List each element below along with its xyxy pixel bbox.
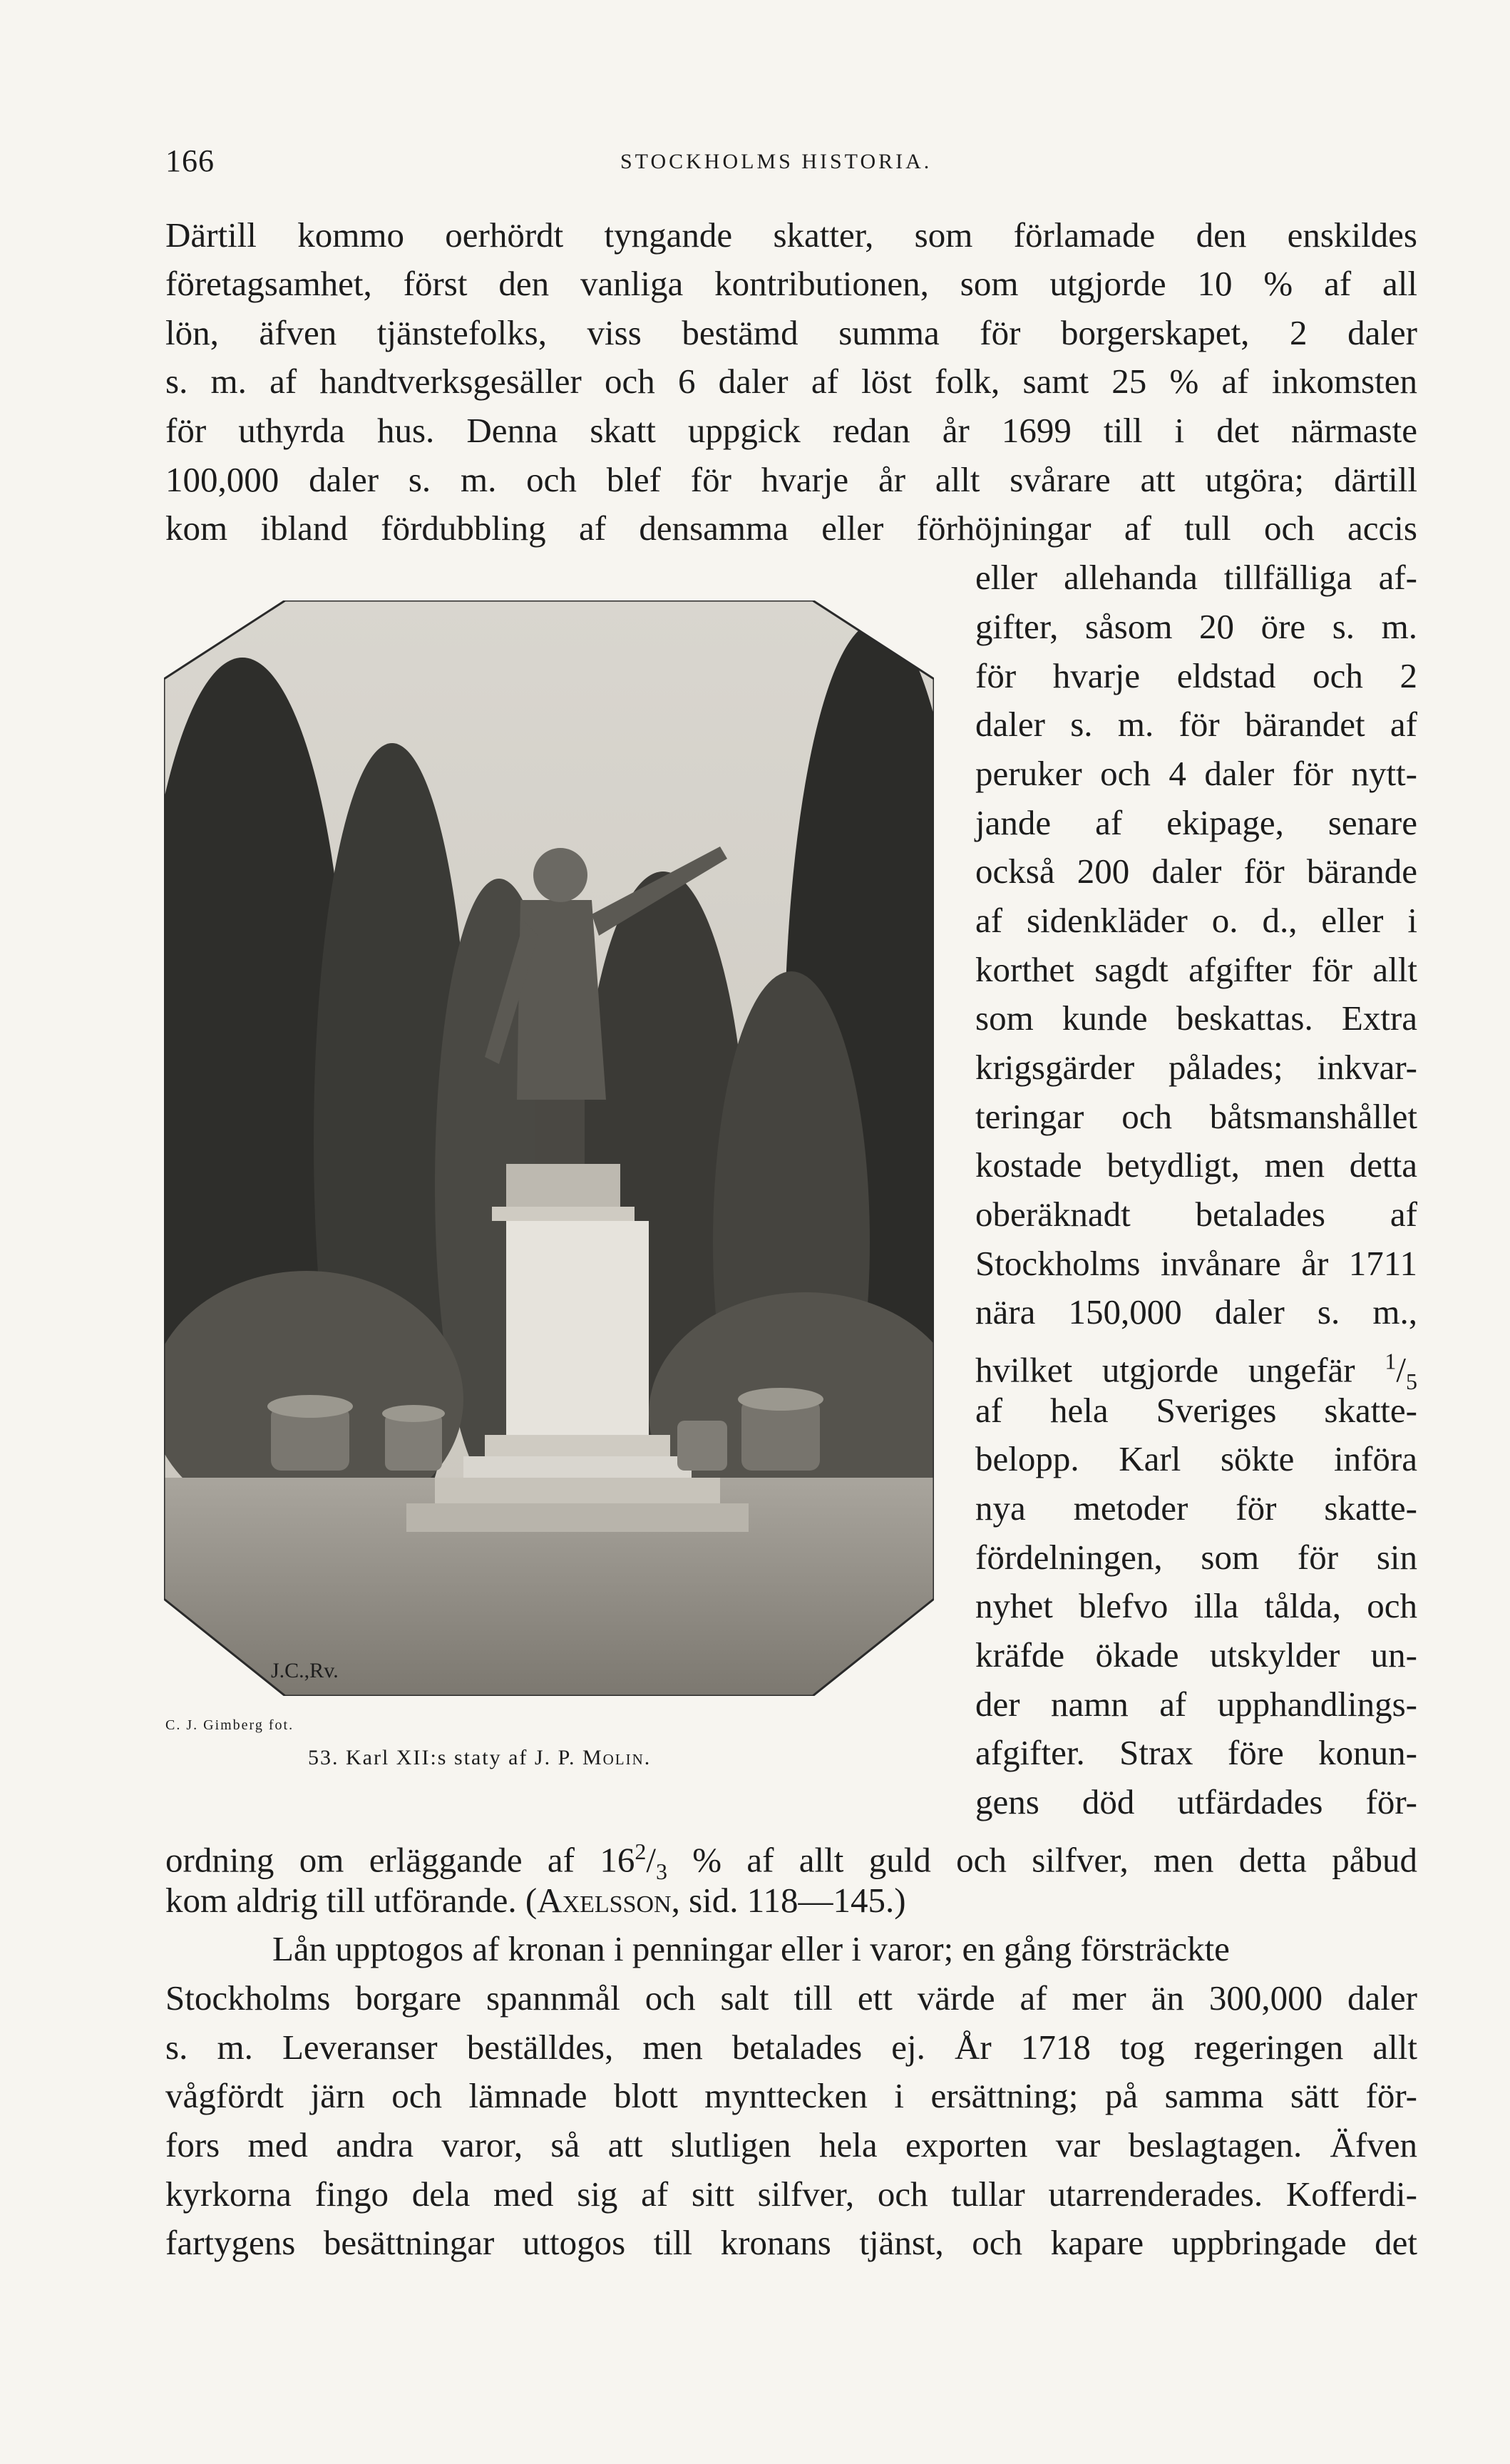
text-line: kom ibland fördubbling af densamma eller förhöjningar af tull och accis [165, 508, 1417, 548]
column-line: peruker och 4 daler för nytt- [975, 754, 1417, 793]
figure-caption [308, 1746, 651, 1770]
photo-credit: C. J. Gimberg fot. [165, 1717, 294, 1733]
column-line: kostade betydligt, men detta [975, 1145, 1417, 1185]
column-line: oberäknadt betalades af [975, 1195, 1417, 1234]
page-number: 166 [165, 143, 215, 178]
column-line: som kunde beskattas. Extra [975, 998, 1417, 1038]
text-line: kyrkorna fingo dela med sig af sitt silfver, och tullar utarrenderades. Kofferdi- [165, 2174, 1417, 2214]
column-line: gifter, såsom 20 öre s. m. [975, 607, 1417, 646]
citation-author: Axelsson [537, 1881, 672, 1920]
column-line: eller allehanda tillfälliga af- [975, 558, 1417, 597]
text-line: Stockholms borgare spannmål och salt till ett värde af mer än 300,000 daler [165, 1978, 1417, 2018]
statue-photograph [164, 600, 934, 1696]
column-line: afgifter. Strax före konun- [975, 1733, 1417, 1772]
fraction-den: 3 [655, 1859, 667, 1885]
engraver-signature: J.C.,Rv. [271, 1659, 339, 1682]
column-line: nyhet blefvo illa tålda, och [975, 1586, 1417, 1625]
text-line: Därtill kommo oerhördt tyngande skatter, som förlamade den enskildes [165, 215, 1417, 255]
text-line: Lån upptogos af kronan i penningar eller i varor; en gång försträckte [272, 1929, 1230, 1968]
column-line: nya metoder för skatte- [975, 1488, 1417, 1528]
column-line: för hvarje eldstad och 2 [975, 656, 1417, 695]
column-line: der namn af upphandlings- [975, 1685, 1417, 1724]
text-segment: ordning om erläggande af 16 [165, 1840, 635, 1880]
text-line: vågfördt järn och lämnade blott mynttecken i ersättning; på samma sätt för- [165, 2076, 1417, 2115]
column-line: också 200 daler för bärande [975, 852, 1417, 891]
text-segment: % af allt guld och silfver, men detta påbud [667, 1840, 1417, 1880]
column-line: Stockholms invånare år 1711 [975, 1244, 1417, 1283]
column-line: belopp. Karl sökte införa [975, 1439, 1417, 1478]
text-line: 100,000 daler s. m. och blef för hvarje år allt svårare att utgöra; därtill [165, 460, 1417, 499]
text-segment: , sid. 118—145.) [671, 1881, 906, 1920]
column-line: af hela Sveriges skatte- [975, 1391, 1417, 1430]
column-line: krigsgärder pålades; inkvar- [975, 1048, 1417, 1087]
column-line: daler s. m. för bärandet af [975, 705, 1417, 744]
column-line: jande af ekipage, senare [975, 803, 1417, 842]
fraction-num: 2 [635, 1839, 647, 1864]
text-line: för uthyrda hus. Denna skatt uppgick redan år 1699 till i det närmaste [165, 411, 1417, 450]
text-segment: kom aldrig till utförande. ( [165, 1881, 538, 1920]
text-line: lön, äfven tjänstefolks, viss bestämd summa för borgerskapet, 2 daler [165, 313, 1417, 352]
column-line: kräfde ökade utskylder un- [975, 1635, 1417, 1675]
column-line: nära 150,000 daler s. m., [975, 1292, 1417, 1331]
column-line: gens död utfärdades för- [975, 1782, 1417, 1821]
text-line-fraction: ordning om erläggande af $16^2/_3$ % af allt guld och silfver, men detta påbud [165, 1839, 1417, 1885]
column-line: teringar och båtsmanshållet [975, 1097, 1417, 1136]
column-text: hvilket utgjorde ungefär [975, 1350, 1355, 1390]
fraction: $^1/_5$ [1385, 1349, 1418, 1395]
text-line: s. m. Leveranser beställdes, men betalades ej. År 1718 tog regeringen allt [165, 2028, 1417, 2067]
text-line: fartygens besättningar uttogos till kronans tjänst, och kapare uppbringade det [165, 2223, 1417, 2262]
text-line: företagsamhet, först den vanliga kontributionen, som utgjorde 10 % af all [165, 264, 1417, 303]
caption-end: . [644, 1746, 652, 1769]
caption-text: 53. Karl XII:s staty af J. P. [308, 1746, 582, 1769]
caption-author: Molin [582, 1746, 644, 1769]
column-line: fördelningen, som för sin [975, 1538, 1417, 1577]
text-line: fors med andra varor, så att slutligen hela exporten var beslagtagen. Äfven [165, 2125, 1417, 2164]
column-line: korthet sagdt afgifter för allt [975, 950, 1417, 989]
text-line: s. m. af handtverksgesäller och 6 daler af löst folk, samt 25 % af inkomsten [165, 362, 1417, 401]
running-head: STOCKHOLMS HISTORIA. [620, 150, 933, 173]
statue-illustration [164, 600, 934, 1696]
column-line: af sidenkläder o. d., eller i [975, 901, 1417, 940]
text-line-last [165, 1879, 1417, 1922]
